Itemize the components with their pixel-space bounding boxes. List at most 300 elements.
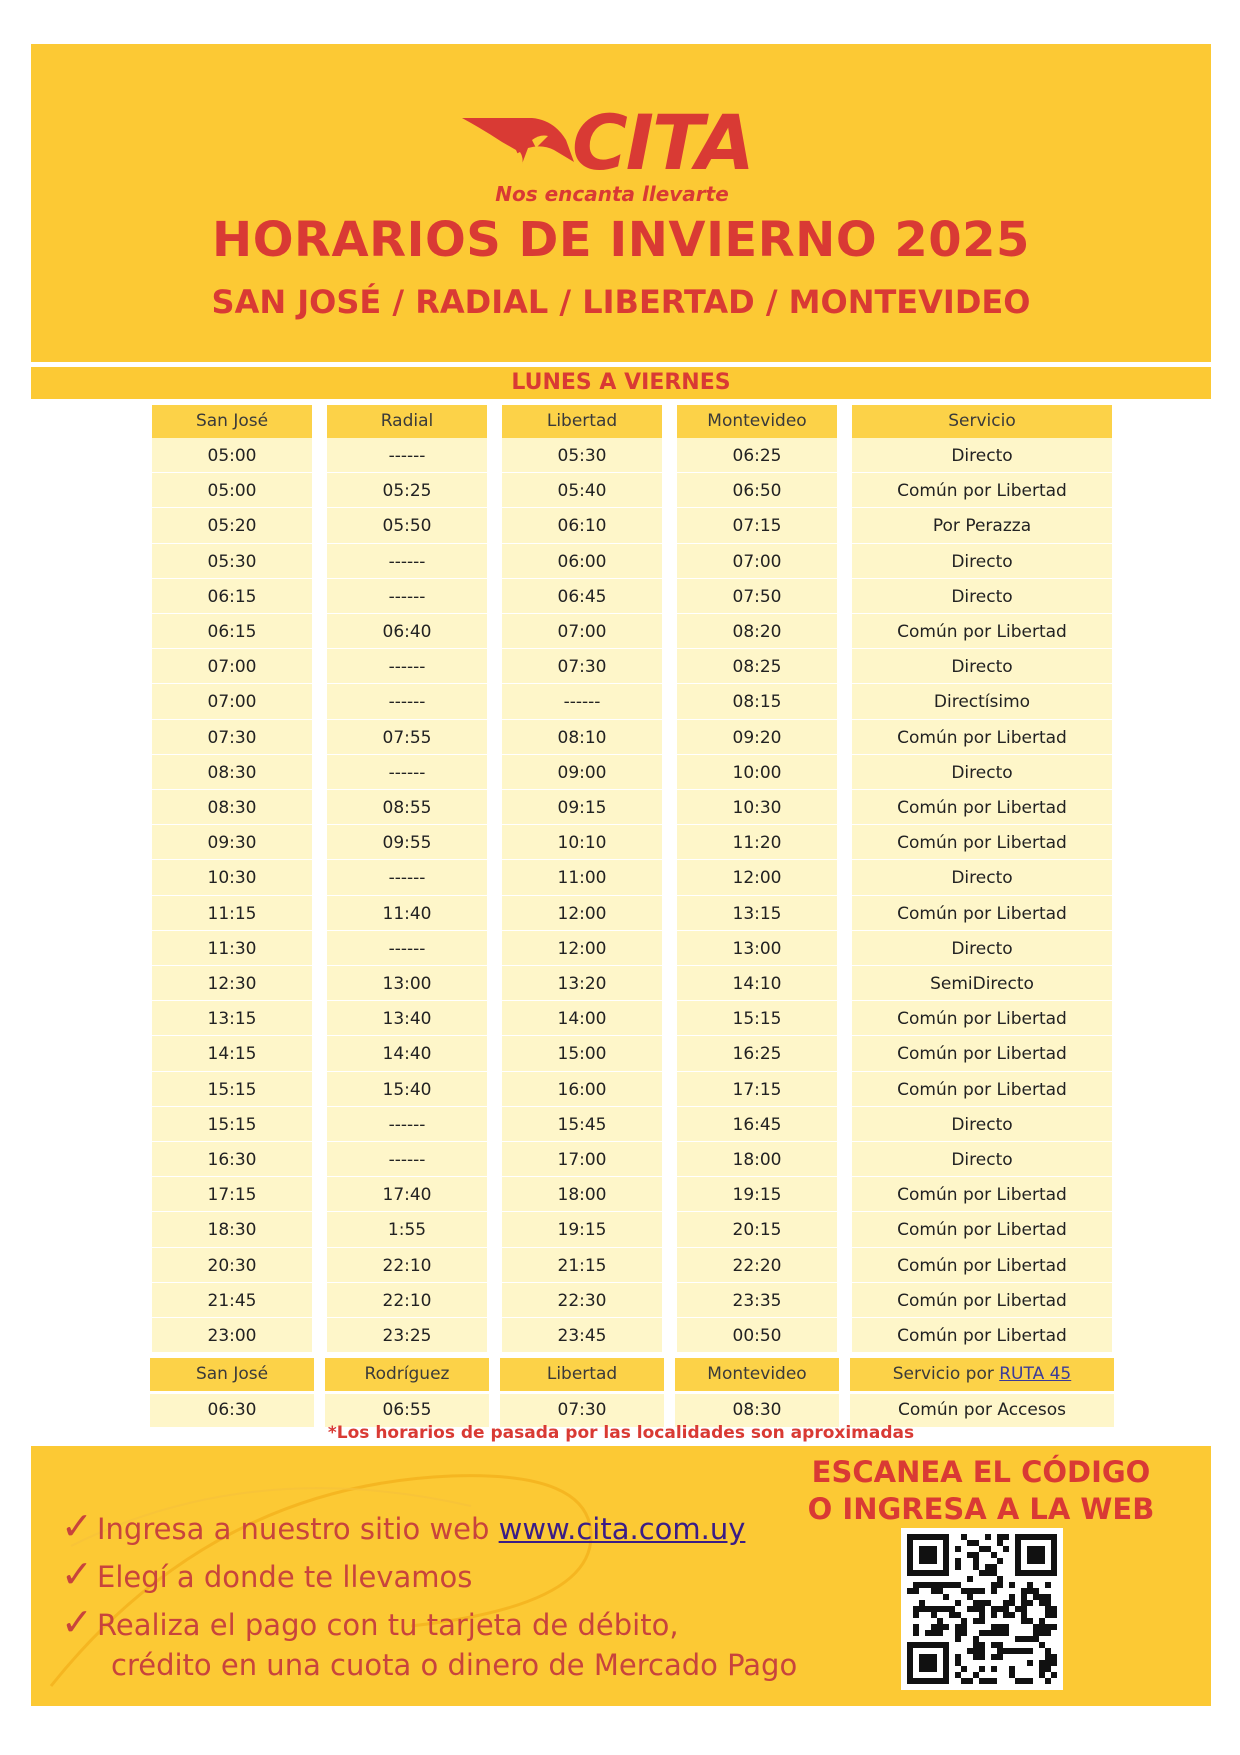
route-45-link[interactable]: RUTA 45	[999, 1364, 1072, 1384]
table-cell: 06:50	[732, 481, 782, 502]
table-cell: Común por Libertad	[897, 1290, 1067, 1311]
row-divider	[852, 578, 1112, 579]
table-cell: Directísimo	[933, 692, 1031, 713]
table-cell: 08:15	[732, 692, 782, 713]
step-3	[61, 1600, 679, 1644]
row-divider	[677, 754, 837, 755]
footer-band	[31, 1446, 1211, 1706]
row-divider	[677, 1317, 837, 1318]
qr-code[interactable]	[901, 1528, 1063, 1690]
table-cell: Común por Libertad	[897, 833, 1067, 854]
row-divider	[152, 1317, 312, 1318]
row-divider	[502, 859, 662, 860]
row-divider	[327, 859, 487, 860]
row-divider	[152, 1141, 312, 1142]
row-divider	[852, 1247, 1112, 1248]
row-divider	[152, 1247, 312, 1248]
table-cell: ------	[388, 762, 426, 783]
table-cell: 06:10	[557, 516, 607, 537]
table-cell: 1:55	[387, 1220, 427, 1241]
checkmark-icon: ✓	[61, 1600, 93, 1644]
table-cell: 13:15	[732, 903, 782, 924]
table-cell: 20:30	[207, 1255, 257, 1276]
column-header-libertad: Libertad	[502, 405, 662, 438]
table-cell: 16:25	[732, 1044, 782, 1065]
row-divider	[152, 1176, 312, 1177]
table-cell: 07:00	[207, 657, 257, 678]
table-cell: 17:00	[557, 1150, 607, 1170]
page-subtitle: SAN JOSÉ / RADIAL / LIBERTAD / MONTEVIDEO	[211, 283, 1031, 321]
row-divider	[852, 1176, 1112, 1177]
row-divider	[327, 1176, 487, 1177]
table-cell: 23:00	[207, 1326, 257, 1346]
row-divider	[327, 507, 487, 508]
row-divider	[852, 895, 1112, 896]
table-cell: 13:00	[732, 938, 782, 959]
row-divider	[327, 683, 487, 684]
row-divider	[677, 789, 837, 790]
table-cell: Común por Libertad	[897, 622, 1067, 642]
table-cell: 12:00	[557, 938, 607, 959]
table-cell: 05:25	[382, 481, 432, 502]
row-divider	[152, 543, 312, 544]
scan-line-2: O INGRESA A LA WEB	[807, 1492, 1155, 1526]
row-divider	[327, 930, 487, 931]
route45-cell: 06:55	[325, 1394, 489, 1427]
route45-header-libertad: Libertad	[500, 1358, 664, 1391]
step-3-text-2: crédito en una cuota o dinero de Mercado Pago	[111, 1648, 798, 1682]
row-divider	[852, 1211, 1112, 1212]
row-divider	[152, 683, 312, 684]
column-header-radial: Radial	[327, 405, 487, 438]
row-divider	[327, 1000, 487, 1001]
row-divider	[677, 1035, 837, 1036]
table-cell: 15:00	[557, 1044, 607, 1065]
step-2	[61, 1552, 472, 1596]
table-cell: 07:50	[732, 586, 782, 607]
table-cell: 17:40	[382, 1185, 432, 1206]
table-cell: 07:15	[732, 516, 782, 537]
row-divider	[502, 1106, 662, 1107]
brand-wordmark: CITA	[572, 98, 753, 187]
table-cell: 09:30	[207, 833, 257, 854]
row-divider	[327, 1071, 487, 1072]
table-cell: ------	[388, 938, 426, 959]
row-divider	[677, 578, 837, 579]
scan-line-1: ESCANEA EL CÓDIGO	[811, 1455, 1151, 1489]
row-divider	[152, 1071, 312, 1072]
row-divider	[852, 543, 1112, 544]
row-divider	[152, 789, 312, 790]
row-divider	[852, 1317, 1112, 1318]
table-cell: 11:30	[207, 938, 257, 959]
table-cell: 09:15	[557, 798, 607, 818]
row-divider	[852, 472, 1112, 473]
table-cell: 09:20	[732, 727, 782, 748]
table-cell: Directo	[951, 762, 1013, 783]
row-divider	[502, 719, 662, 720]
row-divider	[852, 859, 1112, 860]
row-divider	[677, 719, 837, 720]
table-cell: Común por Libertad	[897, 903, 1067, 924]
table-cell: 13:20	[557, 974, 607, 994]
row-divider	[152, 824, 312, 825]
row-divider	[502, 930, 662, 931]
step-3-continued	[111, 1648, 797, 1682]
row-divider	[852, 1106, 1112, 1107]
table-cell: Común por Libertad	[897, 1255, 1067, 1276]
table-cell: 15:15	[207, 1079, 257, 1100]
step-1	[61, 1504, 745, 1548]
row-divider	[852, 1000, 1112, 1001]
table-cell: 08:30	[207, 798, 257, 818]
table-cell: 19:15	[557, 1220, 607, 1241]
footnote: *Los horarios de pasada por las localidades son aproximadas	[327, 1423, 915, 1443]
row-divider	[327, 472, 487, 473]
table-cell: 23:45	[557, 1326, 607, 1346]
table-cell: 05:00	[207, 446, 257, 466]
row-divider	[327, 1352, 487, 1353]
table-cell: 12:30	[207, 974, 257, 994]
column-servicio	[852, 405, 1112, 1353]
column-san-jose	[152, 405, 312, 1353]
table-cell: 16:00	[557, 1079, 607, 1100]
row-divider	[677, 472, 837, 473]
row-divider	[327, 719, 487, 720]
table-cell: 06:25	[732, 446, 782, 466]
column-radial	[327, 405, 487, 1353]
row-divider	[502, 824, 662, 825]
row-divider	[502, 1071, 662, 1072]
table-cell: 12:00	[557, 903, 607, 924]
row-divider	[677, 895, 837, 896]
row-divider	[852, 754, 1112, 755]
table-cell: 20:15	[732, 1220, 782, 1241]
checkmark-icon: ✓	[61, 1552, 93, 1596]
table-cell: 15:15	[207, 1114, 257, 1135]
row-divider	[152, 1352, 312, 1353]
table-cell: 21:15	[557, 1255, 607, 1276]
row-divider	[852, 930, 1112, 931]
row-divider	[677, 543, 837, 544]
table-cell: Directo	[951, 446, 1013, 466]
route45-header-servicio	[850, 1358, 1114, 1391]
table-cell: 18:30	[207, 1220, 257, 1241]
row-divider	[677, 1106, 837, 1107]
table-cell: 12:00	[732, 868, 782, 889]
row-divider	[502, 1317, 662, 1318]
route45-cell: Común por Accesos	[850, 1394, 1114, 1427]
table-cell: 08:30	[207, 762, 257, 783]
table-cell: Común por Libertad	[897, 1220, 1067, 1241]
table-cell: ------	[388, 692, 426, 713]
table-cell: ------	[388, 551, 426, 572]
table-cell: 11:00	[557, 868, 607, 889]
table-cell: 17:15	[207, 1185, 257, 1206]
scan-heading	[801, 1454, 1161, 1528]
row-divider	[677, 1211, 837, 1212]
table-cell: 18:00	[732, 1150, 782, 1170]
row-divider	[677, 1176, 837, 1177]
step-3-text: Realiza el pago con tu tarjeta de débito,	[97, 1608, 679, 1642]
table-cell: 05:50	[382, 516, 432, 537]
row-divider	[502, 1000, 662, 1001]
table-cell: Común por Libertad	[897, 798, 1067, 818]
route45-cell: 06:30	[150, 1394, 314, 1427]
row-divider	[327, 789, 487, 790]
table-cell: 08:55	[382, 798, 432, 818]
table-cell: ------	[388, 446, 426, 466]
table-cell: 22:20	[732, 1255, 782, 1276]
table-cell: 05:30	[557, 446, 607, 466]
row-divider	[852, 613, 1112, 614]
row-divider	[327, 543, 487, 544]
row-divider	[502, 965, 662, 966]
row-divider	[502, 613, 662, 614]
row-divider	[852, 683, 1112, 684]
checkmark-icon: ✓	[61, 1504, 93, 1548]
table-cell: 22:30	[557, 1290, 607, 1311]
table-cell: 11:20	[732, 833, 782, 854]
table-cell: 08:20	[732, 622, 782, 642]
row-divider	[502, 1141, 662, 1142]
table-cell: Común por Libertad	[897, 1044, 1067, 1065]
table-cell: 23:25	[382, 1326, 432, 1346]
table-cell: 07:00	[207, 692, 257, 713]
table-cell: 15:45	[557, 1114, 607, 1135]
row-divider	[677, 1352, 837, 1353]
row-divider	[327, 754, 487, 755]
table-cell: 10:30	[732, 798, 782, 818]
table-cell: Común por Libertad	[897, 727, 1067, 748]
row-divider	[152, 1000, 312, 1001]
row-divider	[327, 1106, 487, 1107]
step-1-text: Ingresa a nuestro sitio web	[97, 1512, 490, 1546]
row-divider	[852, 824, 1112, 825]
row-divider	[677, 1141, 837, 1142]
table-cell: 22:10	[382, 1255, 432, 1276]
table-cell: 00:50	[732, 1326, 782, 1346]
row-divider	[852, 1352, 1112, 1353]
row-divider	[327, 1211, 487, 1212]
table-cell: 14:10	[732, 974, 782, 994]
row-divider	[852, 507, 1112, 508]
row-divider	[502, 754, 662, 755]
table-cell: Directo	[951, 657, 1013, 678]
row-divider	[502, 683, 662, 684]
table-cell: 06:15	[207, 622, 257, 642]
row-divider	[852, 648, 1112, 649]
row-divider	[677, 648, 837, 649]
row-divider	[677, 683, 837, 684]
table-cell: 05:00	[207, 481, 257, 502]
row-divider	[152, 895, 312, 896]
table-cell: Común por Libertad	[897, 1185, 1067, 1206]
service-label: Servicio por	[892, 1364, 994, 1384]
row-divider	[852, 1035, 1112, 1036]
table-cell: ------	[563, 692, 601, 713]
row-divider	[852, 789, 1112, 790]
row-divider	[502, 1352, 662, 1353]
row-divider	[502, 578, 662, 579]
row-divider	[327, 648, 487, 649]
table-cell: 11:40	[382, 903, 432, 924]
table-cell: 09:55	[382, 833, 432, 854]
row-divider	[677, 1282, 837, 1283]
table-cell: 07:55	[382, 727, 432, 748]
column-header-san-jose: San José	[152, 405, 312, 438]
row-divider	[152, 859, 312, 860]
table-cell: 15:15	[732, 1009, 782, 1030]
table-cell: Común por Libertad	[897, 1326, 1067, 1346]
row-divider	[327, 1247, 487, 1248]
row-divider	[677, 1000, 837, 1001]
table-cell: 06:00	[557, 551, 607, 572]
table-cell: Común por Libertad	[897, 481, 1067, 502]
row-divider	[152, 507, 312, 508]
row-divider	[502, 895, 662, 896]
table-cell: 10:30	[207, 868, 257, 889]
step-2-text: Elegí a donde te llevamos	[97, 1560, 473, 1594]
qr-code-icon	[901, 1528, 1063, 1690]
row-divider	[327, 578, 487, 579]
row-divider	[502, 1035, 662, 1036]
row-divider	[327, 1141, 487, 1142]
column-header-montevideo: Montevideo	[677, 405, 837, 438]
row-divider	[852, 1282, 1112, 1283]
row-divider	[677, 1071, 837, 1072]
row-divider	[152, 613, 312, 614]
row-divider	[327, 613, 487, 614]
table-cell: Directo	[951, 1114, 1013, 1135]
table-cell: 05:40	[557, 481, 607, 502]
table-cell: 23:35	[732, 1290, 782, 1311]
table-cell: Directo	[951, 586, 1013, 607]
route45-header-montevideo: Montevideo	[675, 1358, 839, 1391]
route45-header-rodriguez: Rodríguez	[325, 1358, 489, 1391]
column-montevideo	[677, 405, 837, 1353]
row-divider	[677, 1247, 837, 1248]
table-cell: 15:40	[382, 1079, 432, 1100]
row-divider	[327, 965, 487, 966]
row-divider	[152, 1106, 312, 1107]
table-cell: 09:00	[557, 762, 607, 783]
table-cell: 07:00	[732, 551, 782, 572]
table-cell: 05:20	[207, 516, 257, 537]
table-cell: Directo	[951, 1150, 1013, 1170]
row-divider	[327, 895, 487, 896]
row-divider	[677, 507, 837, 508]
row-divider	[327, 1035, 487, 1036]
table-cell: 19:15	[732, 1185, 782, 1206]
table-cell: 07:30	[207, 727, 257, 748]
table-cell: ------	[388, 586, 426, 607]
row-divider	[502, 543, 662, 544]
table-cell: 18:00	[557, 1185, 607, 1206]
table-cell: SemiDirecto	[930, 974, 1034, 994]
table-cell: 06:45	[557, 586, 607, 607]
row-divider	[327, 1317, 487, 1318]
table-cell: 14:40	[382, 1044, 432, 1065]
route45-cell: 07:30	[500, 1394, 664, 1427]
table-cell: ------	[388, 1114, 426, 1135]
row-divider	[852, 1141, 1112, 1142]
table-cell: Directo	[951, 938, 1013, 959]
table-cell: Directo	[951, 868, 1013, 889]
day-label: LUNES A VIERNES	[511, 370, 731, 395]
row-divider	[502, 472, 662, 473]
table-cell: Común por Libertad	[897, 1009, 1067, 1030]
column-libertad	[502, 405, 662, 1353]
website-link[interactable]: www.cita.com.uy	[498, 1512, 746, 1546]
row-divider	[502, 1247, 662, 1248]
row-divider	[152, 719, 312, 720]
row-divider	[152, 1035, 312, 1036]
table-cell: 13:15	[207, 1009, 257, 1030]
table-cell: 14:15	[207, 1044, 257, 1065]
table-cell: 08:25	[732, 657, 782, 678]
table-cell: 13:40	[382, 1009, 432, 1030]
page-title: HORARIOS DE INVIERNO 2025	[212, 212, 1030, 268]
row-divider	[152, 1211, 312, 1212]
row-divider	[502, 1211, 662, 1212]
table-cell: 08:10	[557, 727, 607, 748]
row-divider	[502, 1282, 662, 1283]
table-cell: 05:30	[207, 551, 257, 572]
table-cell: 10:00	[732, 762, 782, 783]
row-divider	[852, 965, 1112, 966]
route45-header-san-jose: San José	[150, 1358, 314, 1391]
table-cell: Común por Libertad	[897, 1079, 1067, 1100]
row-divider	[677, 613, 837, 614]
column-header-servicio: Servicio	[852, 405, 1112, 438]
table-cell: 21:45	[207, 1290, 257, 1311]
row-divider	[152, 648, 312, 649]
row-divider	[852, 719, 1112, 720]
row-divider	[152, 930, 312, 931]
row-divider	[327, 824, 487, 825]
table-cell: ------	[388, 1150, 426, 1170]
table-cell: 10:10	[557, 833, 607, 854]
table-cell: ------	[388, 657, 426, 678]
row-divider	[152, 1282, 312, 1283]
table-cell: 16:30	[207, 1150, 257, 1170]
row-divider	[152, 965, 312, 966]
row-divider	[152, 472, 312, 473]
table-cell: 11:15	[207, 903, 257, 924]
row-divider	[502, 507, 662, 508]
table-cell: 06:40	[382, 622, 432, 642]
table-cell: 22:10	[382, 1290, 432, 1311]
row-divider	[677, 930, 837, 931]
table-cell: 14:00	[557, 1009, 607, 1030]
table-cell: 06:15	[207, 586, 257, 607]
row-divider	[677, 965, 837, 966]
brand-slogan: Nos encanta llevarte	[495, 182, 729, 206]
row-divider	[677, 859, 837, 860]
row-divider	[152, 578, 312, 579]
row-divider	[152, 754, 312, 755]
table-cell: Por Perazza	[932, 516, 1032, 537]
table-cell: 13:00	[382, 974, 432, 994]
row-divider	[852, 1071, 1112, 1072]
row-divider	[677, 824, 837, 825]
row-divider	[327, 1282, 487, 1283]
route45-cell: 08:30	[675, 1394, 839, 1427]
table-cell: 16:45	[732, 1114, 782, 1135]
table-cell: 07:00	[557, 622, 607, 642]
row-divider	[502, 789, 662, 790]
